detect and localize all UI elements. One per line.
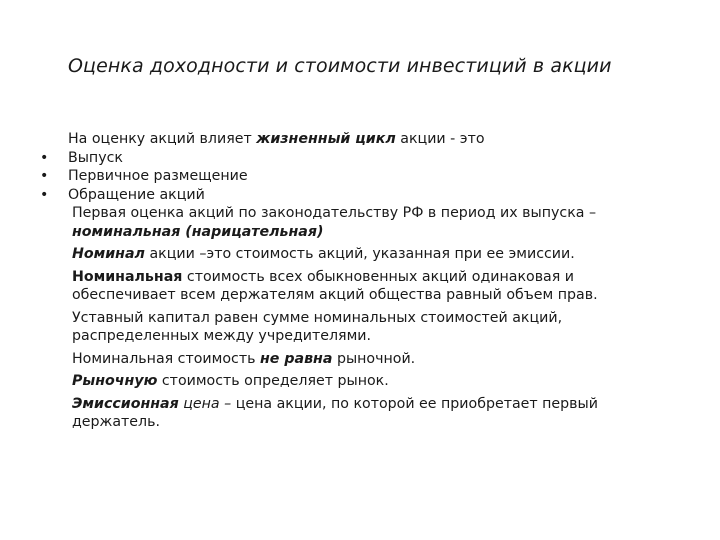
slide-title: Оценка доходности и стоимости инвестиций в акции bbox=[68, 55, 612, 77]
intro-emphasis: жизненный цикл bbox=[256, 131, 396, 147]
paragraph-not-equal bbox=[40, 350, 660, 369]
p7-text-c: цена акции, по которой ее приобретает первый bbox=[235, 395, 598, 412]
p6-emphasis: Рыночную bbox=[72, 373, 158, 389]
intro-text-c: акции - это bbox=[395, 131, 485, 147]
slide-body bbox=[40, 130, 660, 432]
bullet-item-label: Обращение акций bbox=[68, 186, 205, 203]
intro-text-a: На оценку акций влияет bbox=[68, 131, 257, 147]
p7-emphasis: Эмиссионная bbox=[72, 395, 179, 412]
paragraph-issue-price bbox=[40, 395, 660, 414]
paragraph-issue-price-cont bbox=[40, 413, 660, 432]
bullet-item-2 bbox=[40, 167, 660, 186]
p3-text-cont: обеспечивает всем держателям акций общества равный объем прав. bbox=[72, 287, 598, 303]
p4-text: Уставный капитал равен сумме номинальных стоимостей акций, bbox=[72, 309, 563, 326]
paragraph-nominal-value-cont bbox=[40, 286, 660, 305]
p5-text-c: рыночной. bbox=[332, 350, 416, 367]
paragraph-charter-capital bbox=[40, 309, 660, 328]
p7-text-b: цена – bbox=[178, 395, 236, 412]
paragraph-charter-capital-cont bbox=[40, 327, 660, 346]
intro-line bbox=[40, 130, 660, 149]
bullet-item-label: Выпуск bbox=[68, 149, 123, 166]
p2-emphasis: Номинал bbox=[72, 246, 145, 262]
p5-text-a: Номинальная стоимость bbox=[72, 350, 260, 367]
p2-text: акции –это стоимость акций, указанная при ее эмиссии. bbox=[144, 246, 575, 262]
p1-emphasis: номинальная (нарицательная) bbox=[72, 223, 324, 240]
paragraph-market bbox=[40, 372, 660, 391]
paragraph-nominal bbox=[40, 245, 660, 264]
p5-emphasis: не равна bbox=[259, 350, 333, 367]
p1-text: Первая оценка акций по законодательству РФ в период их выпуска – bbox=[72, 205, 597, 221]
paragraph-first-valuation bbox=[40, 204, 660, 223]
p3-emphasis: Номинальная bbox=[72, 268, 183, 285]
p4-text-cont: распределенных между учредителями. bbox=[72, 328, 372, 344]
p7-text-d: держатель. bbox=[72, 414, 160, 430]
paragraph-first-valuation-cont bbox=[40, 223, 660, 242]
bullet-item-1 bbox=[40, 149, 660, 168]
paragraph-nominal-value bbox=[40, 268, 660, 287]
bullet-item-label: Первичное размещение bbox=[68, 168, 248, 184]
p3-text: стоимость всех обыкновенных акций одинаковая и bbox=[182, 268, 575, 285]
p6-text: стоимость определяет рынок. bbox=[157, 373, 389, 389]
bullet-item-3 bbox=[40, 186, 660, 205]
